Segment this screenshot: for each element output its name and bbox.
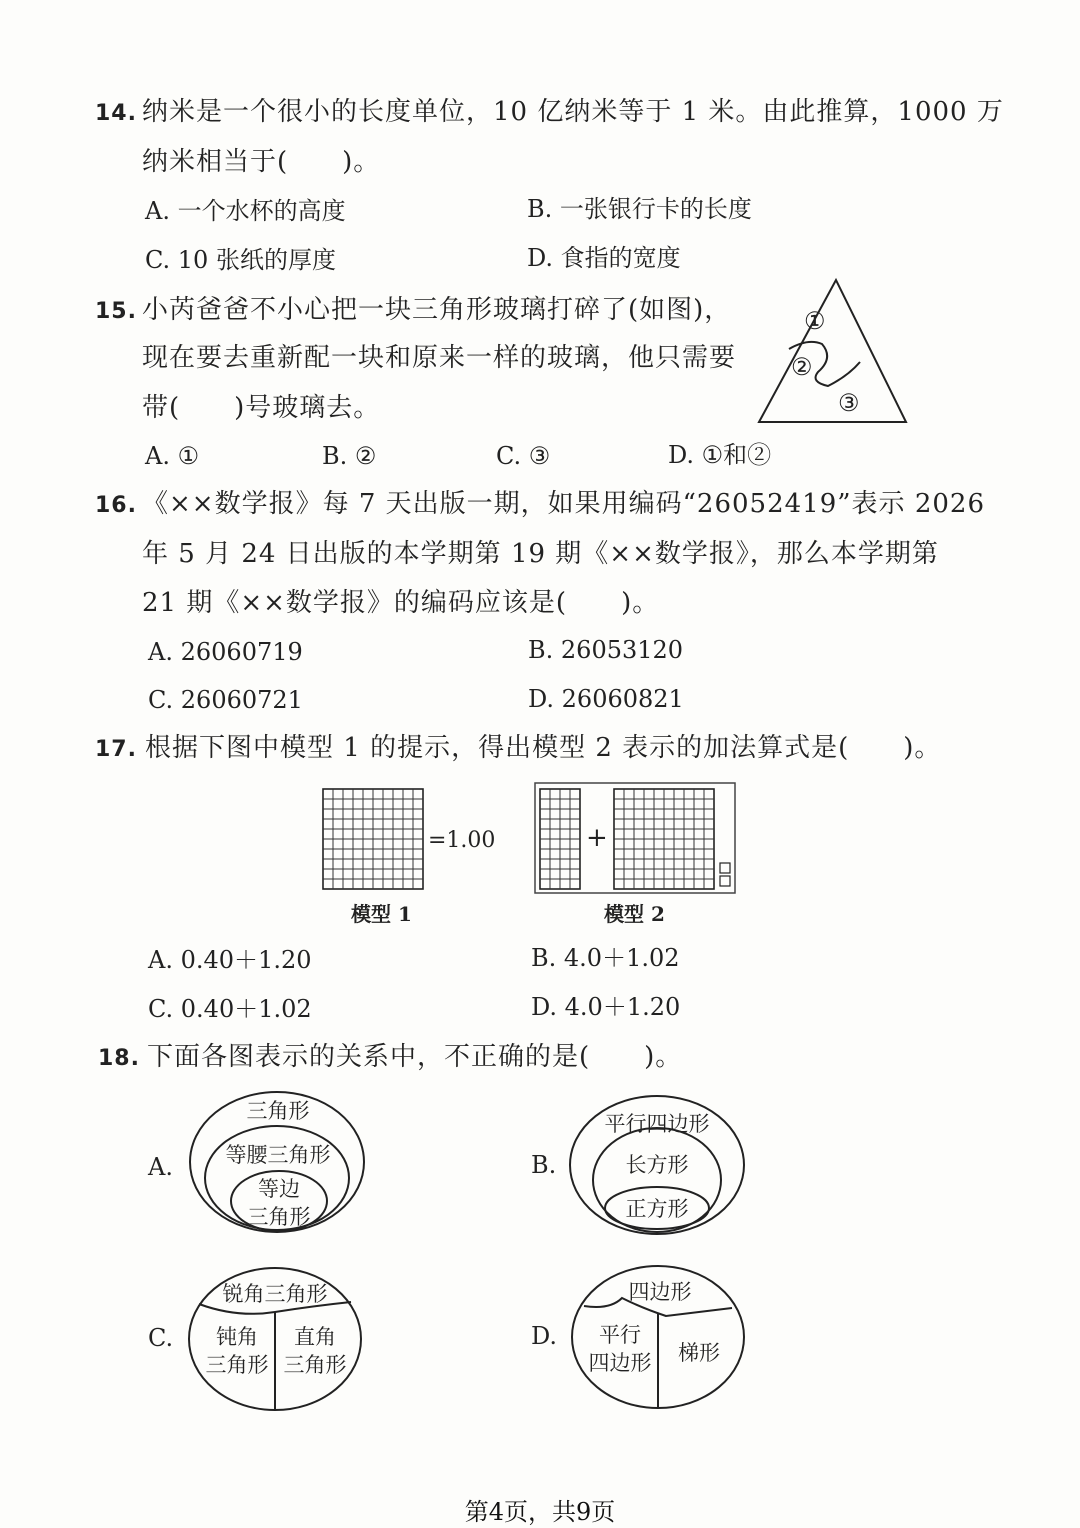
- q17-option-c[interactable]: C. 0.40＋1.02: [148, 995, 312, 1023]
- q14-option-d[interactable]: D. 食指的宽度: [527, 244, 681, 272]
- q18-d-top: 四边形: [628, 1280, 692, 1304]
- broken-triangle-figure: [756, 278, 916, 428]
- fig-piece-2-label: ②: [791, 353, 813, 381]
- q17-option-a[interactable]: A. 0.40＋1.20: [148, 946, 312, 974]
- q18-line1: 下面各图表示的关系中，不正确的是( )。: [147, 1042, 683, 1072]
- q15-line1: 小芮爸爸不小心把一块三角形玻璃打碎了(如图)，: [142, 295, 732, 325]
- q18-option-a-label[interactable]: A.: [148, 1153, 173, 1181]
- model1-equation: =1.00: [428, 828, 496, 853]
- q18-a-inner2: 三角形: [247, 1205, 311, 1229]
- q16-option-c[interactable]: C. 26060721: [148, 686, 303, 714]
- model2-strips: [539, 788, 581, 890]
- q18-option-b-label[interactable]: B.: [531, 1151, 557, 1179]
- q15-number: 15.: [95, 299, 137, 324]
- q15-option-c[interactable]: C. ③: [496, 442, 551, 470]
- q16-line3: 21 期《××数学报》的编码应该是( )。: [142, 588, 660, 618]
- model1-caption: 模型 1: [351, 902, 412, 926]
- q17-line1: 根据下图中模型 1 的提示，得出模型 2 表示的加法算式是( )。: [145, 733, 942, 763]
- q18-option-d-label[interactable]: D.: [531, 1322, 558, 1350]
- q18-c-left2: 三角形: [205, 1353, 269, 1377]
- model2-grid: [613, 788, 715, 890]
- q14-option-b[interactable]: B. 一张银行卡的长度: [527, 195, 752, 223]
- q14-option-a[interactable]: A. 一个水杯的高度: [145, 197, 346, 225]
- q18-b-outer: 平行四边形: [604, 1112, 710, 1136]
- q14-line2: 纳米相当于( )。: [142, 147, 381, 177]
- q15-option-d[interactable]: D. ①和②: [668, 441, 772, 469]
- q15-line3: 带( )号玻璃去。: [142, 393, 381, 423]
- q18-c-left1: 钝角: [216, 1325, 258, 1349]
- q18-b-inner: 正方形: [625, 1197, 689, 1221]
- q15-option-b[interactable]: B. ②: [322, 442, 377, 470]
- q16-line2: 年 5 月 24 日出版的本学期第 19 期《××数学报》，那么本学期第: [142, 539, 939, 569]
- q17-option-d[interactable]: D. 4.0＋1.20: [531, 993, 681, 1021]
- model2-plus: +: [586, 823, 608, 853]
- q18-a-inner1: 等边: [258, 1177, 300, 1201]
- q16-number: 16.: [95, 493, 137, 518]
- q18-b-middle: 长方形: [625, 1153, 689, 1177]
- q18-option-c-label[interactable]: C.: [148, 1324, 174, 1352]
- q18-c-right1: 直角: [294, 1325, 336, 1349]
- q18-d-right: 梯形: [678, 1341, 720, 1365]
- q18-a-middle: 等腰三角形: [225, 1143, 331, 1167]
- q17-option-b[interactable]: B. 4.0＋1.02: [531, 944, 680, 972]
- q18-number: 18.: [98, 1046, 140, 1071]
- q16-line1: 《××数学报》每 7 天出版一期，如果用编码“26052419”表示 2026: [142, 489, 985, 519]
- q15-line2: 现在要去重新配一块和原来一样的玻璃，他只需要: [142, 343, 737, 373]
- fig-piece-3-label: ③: [838, 389, 860, 417]
- q18-d-left1: 平行: [599, 1323, 641, 1347]
- q15-option-a[interactable]: A. ①: [145, 442, 200, 470]
- model2-small-squares: [719, 862, 733, 888]
- model2-caption: 模型 2: [604, 902, 665, 926]
- q18-a-outer: 三角形: [246, 1099, 310, 1123]
- q14-option-c[interactable]: C. 10 张纸的厚度: [145, 246, 336, 274]
- q16-option-b[interactable]: B. 26053120: [528, 636, 684, 664]
- q16-option-a[interactable]: A. 26060719: [148, 638, 303, 666]
- q14-line1: 纳米是一个很小的长度单位，10 亿纳米等于 1 米。由此推算，1000 万: [142, 97, 1004, 127]
- q17-number: 17.: [95, 737, 137, 762]
- q18-c-right2: 三角形: [283, 1353, 347, 1377]
- q16-option-d[interactable]: D. 26060821: [528, 685, 684, 713]
- q14-number: 14.: [95, 101, 137, 126]
- model1-grid: [322, 788, 424, 890]
- fig-piece-1-label: ①: [804, 307, 826, 335]
- q18-d-left2: 四边形: [588, 1351, 652, 1375]
- page-footer: 第4页，共9页: [464, 1498, 616, 1526]
- q18-c-top: 锐角三角形: [222, 1282, 328, 1306]
